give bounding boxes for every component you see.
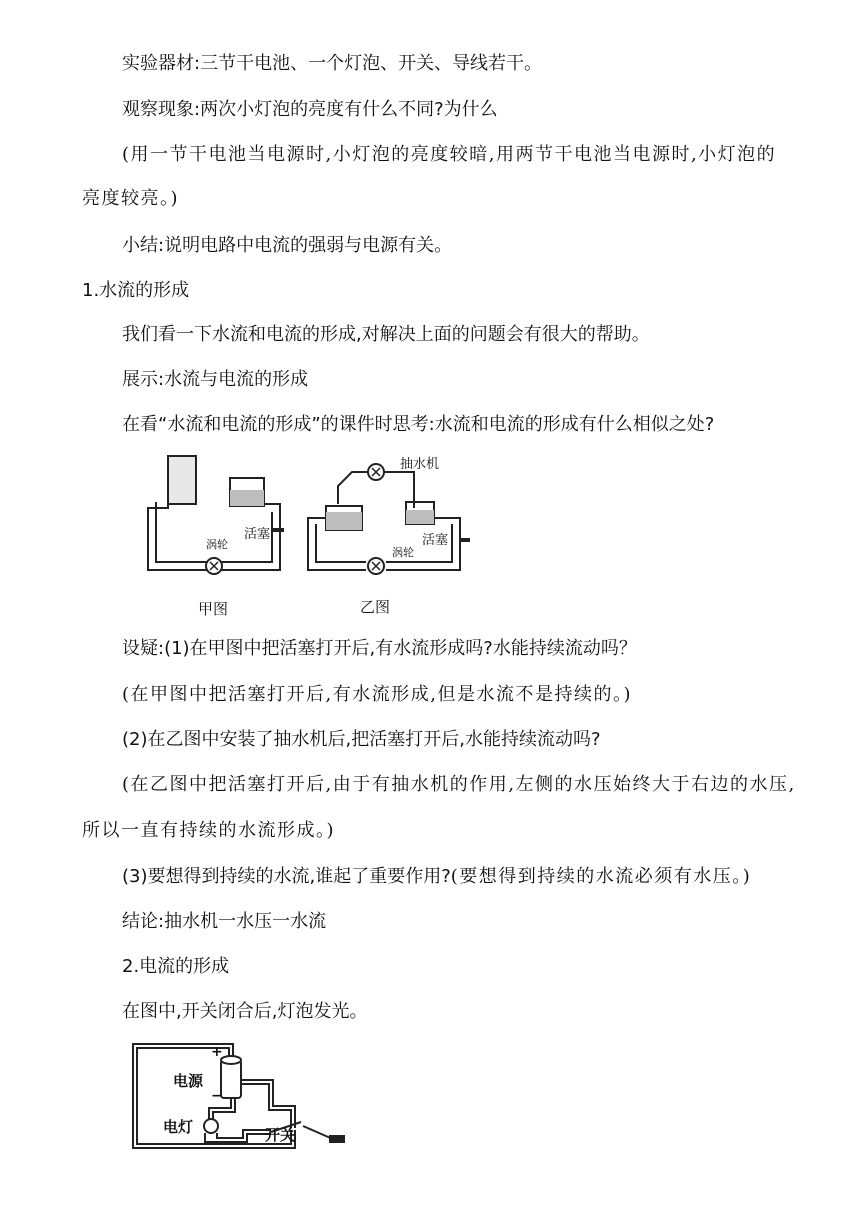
switch-label: 开关	[265, 1126, 296, 1144]
section-heading-2: 2.电流的形成	[122, 956, 230, 977]
text-line-2: 观察现象:两次小灯泡的亮度有什么不同?为什么	[122, 99, 498, 120]
answer-line-4: 亮度较亮。)	[82, 188, 180, 209]
conclusion-line: 结论:抽水机一水压一水流	[122, 911, 327, 932]
plus-sign: +	[211, 1044, 223, 1060]
question-3	[122, 865, 751, 889]
yi-choushuiji-label: 抽水机	[400, 457, 440, 472]
power-source-label: 电源	[173, 1072, 204, 1090]
question-1: 设疑:(1)在甲图中把活塞打开后,有水流形成吗?水能持续流动吗？	[122, 638, 637, 659]
answer-3-text: (要想得到持续的水流必须有水压。)	[450, 866, 752, 887]
water-flow-figure	[130, 452, 480, 622]
answer-2-line-1: (在乙图中把活塞打开后,由于有抽水机的作用,左侧的水压始终大于右边的水压,	[122, 774, 796, 795]
minus-sign: −	[211, 1088, 223, 1104]
lamp-label: 电灯	[163, 1118, 194, 1136]
yi-title: 乙图	[360, 598, 391, 616]
circuit-figure	[125, 1036, 360, 1158]
jia-wolun-label: 涡轮	[206, 538, 228, 551]
answer-1: (在甲图中把活塞打开后,有水流形成,但是水流不是持续的。)	[122, 684, 632, 705]
question-3-text: (3)要想得到持续的水流,谁起了重要作用?	[122, 866, 451, 887]
section-heading-1: 1.水流的形成	[82, 280, 190, 301]
summary-line: 小结:说明电路中电流的强弱与电源有关。	[122, 235, 453, 256]
jia-title: 甲图	[198, 600, 229, 618]
jia-huosai-label: 活塞	[244, 527, 271, 542]
yi-wolun-label: 涡轮	[392, 546, 414, 559]
question-2: (2)在乙图中安装了抽水机后,把活塞打开后,水能持续流动吗?	[122, 729, 601, 750]
jia-diagram	[148, 456, 284, 574]
text-line-7: 我们看一下水流和电流的形成,对解决上面的问题会有很大的帮助。	[122, 324, 650, 345]
text-line-8: 展示:水流与电流的形成	[122, 369, 309, 390]
text-line-9: 在看“水流和电流的形成”的课件时思考:水流和电流的形成有什么相似之处?	[122, 414, 715, 435]
yi-diagram	[308, 464, 470, 574]
answer-2-line-2: 所以一直有持续的水流形成。)	[82, 820, 336, 841]
answer-line-3: (用一节干电池当电源时,小灯泡的亮度较暗,用两节干电池当电源时,小灯泡的	[122, 144, 777, 165]
yi-huosai-label: 活塞	[422, 533, 449, 548]
text-line-18: 在图中,开关闭合后,灯泡发光。	[122, 1001, 368, 1022]
text-line-1: 实验器材:三节干电池、一个灯泡、开关、导线若干。	[122, 53, 543, 74]
